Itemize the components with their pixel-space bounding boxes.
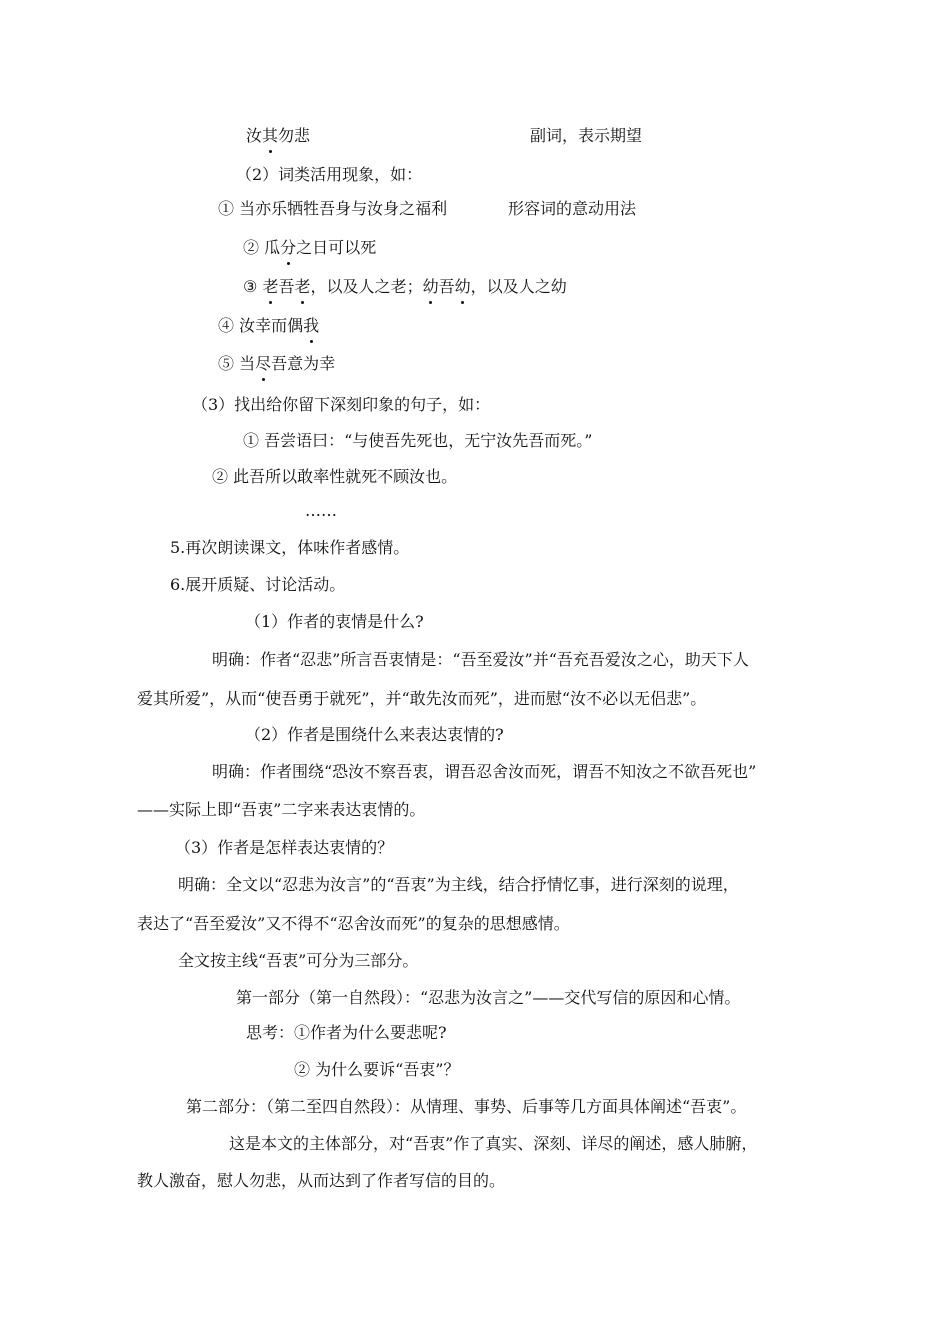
emphasized-char: 分	[280, 238, 297, 257]
emphasized-char: 其	[262, 126, 279, 145]
question-line: （3）作者是怎样表达衷情的？	[175, 838, 394, 857]
example-line: 汝其勿悲	[246, 126, 311, 145]
example-line: ⑤ 当尽吾意为幸	[218, 354, 336, 373]
body-line: 教人激奋，慰人勿悲，从而达到了作者写信的目的。	[137, 1171, 506, 1190]
section-heading: 5.再次朗读课文，体味作者感情。	[170, 538, 410, 557]
answer-line: 表达了“吾至爱汝”又不得不“忍舍汝而死”的复杂的思想感情。	[137, 914, 570, 933]
section-heading: 6.展开质疑、讨论活动。	[170, 575, 346, 594]
part-line: 第二部分：（第二至四自然段）：从情理、事势、后事等几方面具体阐述“吾衷”。	[186, 1097, 747, 1116]
answer-line: 明确：作者围绕“恐汝不察吾衷，谓吾忍舍汝而死，谓吾不知汝之不欲吾死也”	[212, 762, 757, 781]
example-annotation: 形容词的意动用法	[508, 199, 637, 218]
answer-line: ——实际上即“吾衷”二字来表达衷情的。	[137, 800, 426, 819]
emphasized-char: 老	[262, 277, 279, 296]
emphasized-char: 幼	[454, 277, 471, 296]
subsection-heading: （3）找出给你留下深刻印象的句子，如：	[192, 395, 491, 414]
example-line: ④ 汝幸而偶我	[218, 316, 320, 335]
part-line: 第一部分（第一自然段）：“忍悲为汝言之”——交代写信的原因和心情。	[236, 988, 741, 1007]
emphasized-char: 我	[303, 316, 320, 335]
quote-line: ② 此吾所以敢率性就死不顾汝也。	[212, 467, 458, 486]
answer-line: 明确：全文以“忍悲为汝言”的“吾衷”为主线，结合抒情忆事，进行深刻的说理，	[178, 875, 739, 894]
answer-line: 爱其所爱”，从而“使吾勇于就死”，并“敢先汝而死”，进而慰“汝不必以无侣悲”。	[137, 689, 707, 708]
emphasized-char: 幼	[422, 277, 439, 296]
emphasized-char: 老	[294, 277, 311, 296]
example-annotation: 副词，表示期望	[530, 126, 643, 145]
emphasized-char: 尽	[255, 354, 272, 373]
example-line: ③ 老吾老，以及人之老；幼吾幼，以及人之幼	[243, 277, 567, 296]
question-line: （1）作者的衷情是什么?	[245, 612, 424, 631]
example-line: ① 当亦乐牺牲吾身与汝身之福利	[218, 199, 448, 218]
body-line: 全文按主线“吾衷”可分为三部分。	[178, 951, 419, 970]
ellipsis: ……	[305, 501, 337, 520]
example-line: ② 瓜分之日可以死	[243, 238, 377, 257]
subsection-heading: （2）词类活用现象，如：	[236, 165, 423, 184]
body-line: 这是本文的主体部分，对“吾衷”作了真实、深刻、详尽的阐述，感人肺腑，	[229, 1134, 758, 1153]
question-line: （2）作者是围绕什么来表达衷情的?	[245, 725, 504, 744]
thinking-line: 思考：①作者为什么要悲呢?	[246, 1023, 447, 1042]
answer-line: 明确：作者“忍悲”所言吾衷情是：“吾至爱汝”并“吾充吾爱汝之心，助天下人	[212, 650, 749, 669]
quote-line: ① 吾尝语曰：“与使吾先死也，无宁汝先吾而死。”	[243, 431, 593, 450]
thinking-line: ② 为什么要诉“吾衷”？	[294, 1060, 460, 1079]
